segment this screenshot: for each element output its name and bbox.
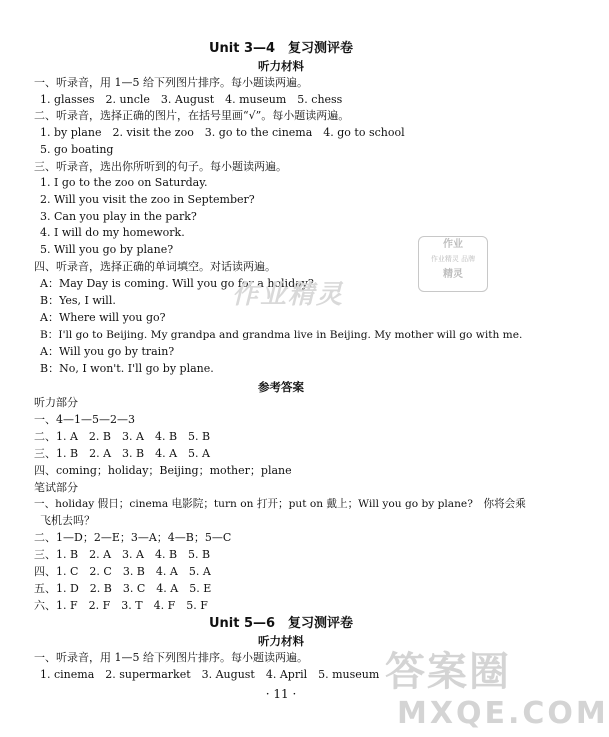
dialog-line: B：I'll go to Beijing. My grandpa and grandma live in Beijing. My mother will go with me.: [40, 329, 523, 341]
dialog-line: A：Will you go by train?: [40, 345, 175, 358]
answer-line: 三、1. B 2. A 3. B 4. A 5. A: [34, 447, 210, 460]
unit34-q3-item: 5. Will you go by plane?: [40, 243, 174, 256]
unit34-q2-items-cont: 5. go boating: [40, 143, 114, 156]
answer-line: 六、1. F 2. F 3. T 4. F 5. F: [34, 599, 208, 612]
answer-line: 四、coming；holiday；Beijing；mother；plane: [34, 464, 292, 477]
unit34-q3-instruction: 三、听录音，选出你所听到的句子。每小题读两遍。: [34, 160, 287, 173]
dialog-line: B：Yes, I will.: [40, 294, 116, 307]
unit34-title: Unit 3—4 复习测评卷: [208, 41, 354, 56]
unit34-q2-items: 1. by plane 2. visit the zoo 3. go to the cinema 4. go to school: [40, 126, 405, 139]
unit34-q2-instruction: 二、听录音，选择正确的图片，在括号里画“√”。每小题读两遍。: [34, 109, 350, 122]
unit34-q1-instruction: 一、听录音，用 1—5 给下列图片排序。每小题读两遍。: [34, 76, 308, 89]
unit56-title: Unit 5—6 复习测评卷: [208, 616, 354, 631]
answer-line: 二、1—D；2—E；3—A；4—B；5—C: [34, 531, 232, 544]
unit56-listening-heading: 听力材料: [258, 634, 304, 648]
watermark-seal: 作业 作业精灵 品牌 精灵: [418, 236, 488, 292]
unit34-q4-instruction: 四、听录音，选择正确的单词填空。对话读两遍。: [34, 260, 276, 273]
answer-line: 三、1. B 2. A 3. A 4. B 5. B: [34, 548, 211, 561]
dialog-line: A：Where will you go?: [40, 311, 166, 324]
answer-line: 四、1. C 2. C 3. B 4. A 5. A: [34, 565, 211, 578]
unit56-q1-instruction: 一、听录音，用 1—5 给下列图片排序。每小题读两遍。: [34, 651, 308, 664]
answer-line: 一、4—1—5—2—3: [34, 413, 135, 426]
answer-line: 一、holiday 假日；cinema 电影院；turn on 打开；put on 戴上；Will you go by plane? 你将会乘: [34, 498, 526, 510]
unit34-q3-item: 1. I go to the zoo on Saturday.: [40, 176, 208, 189]
unit34-listening-heading: 听力材料: [258, 59, 304, 73]
answer-line: 五、1. D 2. B 3. C 4. A 5. E: [34, 582, 212, 595]
dialog-line: B：No, I won't. I'll go by plane.: [40, 362, 214, 375]
answer-line-cont: 飞机去吗？: [40, 514, 95, 527]
answers-heading: 参考答案: [258, 380, 304, 394]
unit34-q3-item: 4. I will do my homework.: [40, 226, 185, 239]
written-part-label: 笔试部分: [34, 481, 78, 494]
unit34-q3-item: 2. Will you visit the zoo in September?: [40, 193, 255, 206]
unit34-q3-item: 3. Can you play in the park?: [40, 210, 197, 223]
watermark-logo: 答案圈 MXQE.COM: [385, 649, 609, 731]
watermark-text: 作业精灵: [232, 280, 345, 310]
listening-part-label: 听力部分: [34, 396, 78, 409]
unit34-q1-items: 1. glasses 2. uncle 3. August 4. museum 5. chess: [40, 93, 343, 106]
answer-line: 二、1. A 2. B 3. A 4. B 5. B: [34, 430, 211, 443]
dialog-line: A：May Day is coming. Will you go for a holiday?: [40, 277, 314, 290]
page-number: · 11 ·: [265, 687, 297, 701]
unit56-q1-items: 1. cinema 2. supermarket 3. August 4. April 5. museum: [40, 668, 380, 681]
